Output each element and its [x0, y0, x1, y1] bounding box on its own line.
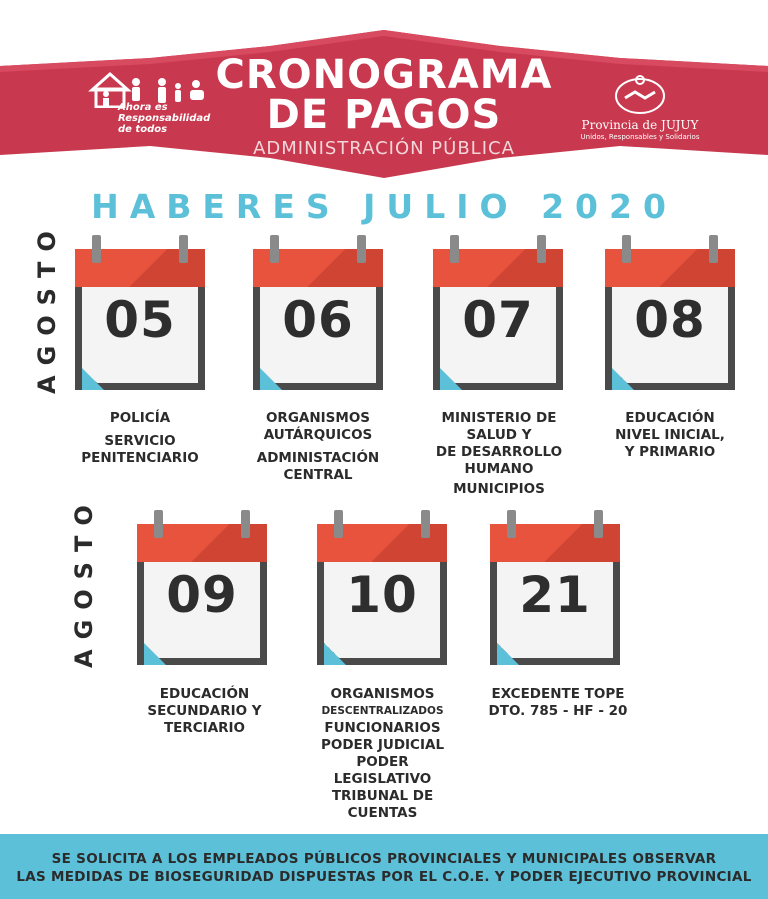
jujuy-logo — [565, 74, 715, 144]
ring-icon — [507, 510, 516, 538]
month-label-row2: AGOSTO — [70, 495, 98, 668]
ring-icon — [709, 235, 718, 263]
desc-line: TERCIARIO — [163, 720, 246, 736]
ring-icon — [357, 235, 366, 263]
desc-line: Y PRIMARIO — [624, 444, 716, 460]
desc-line: EDUCACIÓN — [625, 410, 715, 426]
page-fold-icon — [144, 643, 166, 665]
calendar-day-21 — [490, 510, 620, 665]
desc-line: AUTÁRQUICOS — [263, 427, 373, 443]
desc-line: CUENTAS — [347, 805, 418, 821]
ring-icon — [270, 235, 279, 263]
footer-line2: LAS MEDIDAS DE BIOSEGURIDAD DISPUESTAS POR EL C.O.E. Y PODER EJECUTIVO PROVINCIAL — [16, 869, 752, 885]
logo-text-3: de todos — [118, 124, 168, 135]
desc-line: ADMINISTACIÓN — [256, 450, 380, 466]
ring-icon — [450, 235, 459, 263]
page-fold-icon — [497, 643, 519, 665]
calendar-day-09 — [137, 510, 267, 665]
ring-icon — [594, 510, 603, 538]
description-day-06 — [243, 410, 393, 484]
page-fold-icon — [260, 368, 282, 390]
description-day-09 — [132, 686, 277, 737]
calendar-day-number: 06 — [282, 291, 354, 349]
page-fold-icon — [324, 643, 346, 665]
month-label-row1: AGOSTO — [33, 221, 61, 394]
ring-icon — [154, 510, 163, 538]
page-fold-icon — [440, 368, 462, 390]
ring-icon — [334, 510, 343, 538]
desc-line: SERVICIO — [104, 433, 176, 449]
desc-line: MUNICIPIOS — [453, 481, 545, 497]
page-title-line2: DE PAGOS — [266, 92, 502, 138]
desc-line: CENTRAL — [283, 467, 353, 483]
calendar-day-number: 08 — [634, 291, 706, 349]
desc-line: ORGANISMOS — [330, 686, 435, 702]
desc-line: EXCEDENTE TOPE — [491, 686, 625, 702]
logo-text-1: Ahora es — [118, 102, 168, 113]
desc-line: DE DESARROLLO — [435, 444, 563, 460]
desc-line: NIVEL INICIAL, — [615, 427, 725, 443]
ring-icon — [92, 235, 101, 263]
desc-line: FUNCIONARIOS — [324, 720, 441, 736]
desc-line: DTO. 785 - HF - 20 — [488, 703, 628, 719]
ring-icon — [622, 235, 631, 263]
description-day-07 — [423, 410, 575, 498]
desc-line: PENITENCIARIO — [81, 450, 199, 466]
desc-line: HUMANO — [464, 461, 534, 477]
description-day-21 — [478, 686, 638, 720]
ring-icon — [179, 235, 188, 263]
page-fold-icon — [82, 368, 104, 390]
desc-line: POLICÍA — [109, 410, 171, 426]
ring-icon — [421, 510, 430, 538]
desc-line: ORGANISMOS — [265, 410, 371, 426]
description-day-10 — [305, 686, 460, 822]
desc-line: PODER — [356, 754, 409, 770]
calendar-day-number: 10 — [346, 566, 418, 624]
page-fold-icon — [612, 368, 634, 390]
desc-line: PODER JUDICIAL — [320, 737, 445, 753]
desc-line: MINISTERIO DE — [441, 410, 557, 426]
footer-notice — [0, 834, 768, 899]
province-tagline: Unidos, Responsables y Solidarios — [580, 133, 700, 141]
calendar-day-05 — [75, 235, 205, 390]
logo-text-2: Responsabilidad — [118, 113, 211, 124]
province-name: Provincia de JUJUY — [581, 118, 699, 132]
page-subtitle: ADMINISTRACIÓN PÚBLICA — [253, 138, 515, 159]
description-day-05 — [70, 410, 210, 467]
description-day-08 — [600, 410, 740, 461]
calendar-day-10 — [317, 510, 447, 665]
headline: HABERES JULIO 2020 — [91, 187, 677, 226]
desc-line: EDUCACIÓN — [159, 686, 250, 702]
desc-line: LEGISLATIVO — [333, 771, 432, 787]
footer-line1: SE SOLICITA A LOS EMPLEADOS PÚBLICOS PROVINCIALES Y MUNICIPALES OBSERVAR — [51, 851, 717, 867]
calendar-day-06 — [253, 235, 383, 390]
ring-icon — [241, 510, 250, 538]
calendar-day-07 — [433, 235, 563, 390]
calendar-day-number: 09 — [166, 566, 238, 624]
calendar-day-number: 07 — [462, 291, 534, 349]
desc-line-small: DESCENTRALIZADOS — [321, 705, 444, 717]
page-title-line1: CRONOGRAMA — [215, 52, 553, 98]
calendar-day-number: 21 — [519, 566, 591, 624]
desc-line: SECUNDARIO Y — [147, 703, 262, 719]
calendar-day-08 — [605, 235, 735, 390]
desc-line: SALUD Y — [466, 427, 532, 443]
desc-line: TRIBUNAL DE — [331, 788, 434, 804]
handshake-emblem-icon — [613, 74, 667, 116]
ring-icon — [537, 235, 546, 263]
calendar-day-number: 05 — [104, 291, 176, 349]
